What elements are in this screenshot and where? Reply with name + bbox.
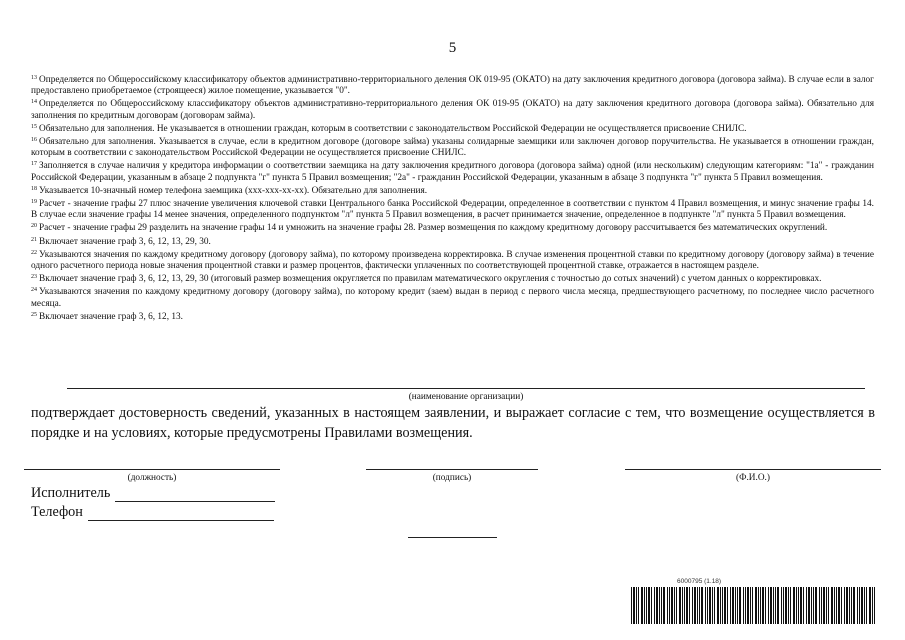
footnote-17: [31, 159, 874, 183]
footnote-16: [31, 135, 874, 159]
footnote-text: Определяется по Общероссийскому классификатору объектов административно-территориального деления ОК 019-95 (ОКАТО) на дату заключения кредитного договора (договора займа). Обязательно для заполнения по кредитным договорам (договорам займа).: [31, 99, 874, 121]
footnote-number: 25: [31, 311, 37, 318]
footnote-18: [31, 184, 874, 197]
footnote-21: [31, 235, 874, 248]
footnote-text: Включает значение граф 3, 6, 12, 13, 29, 30 (итоговый размер возмещения округляется по правилам математического округления с точностью до сотых значений) с учетом данных о корректировках.: [39, 274, 822, 285]
footnote-number: 14: [31, 99, 37, 106]
footnote-number: 16: [31, 137, 37, 144]
footnote-number: 23: [31, 274, 37, 281]
footnote-number: 24: [31, 287, 37, 294]
footnotes: [31, 73, 874, 323]
position-caption: (должность): [127, 473, 177, 483]
footnote-text: Расчет - значение графы 27 плюс значение увеличения ключевой ставки Центрального банка Российской Федерации, определенное в соответствии с пунктом 4 Правил возмещения, и минус значение графы 14. В случае если значение графы 14 менее значения, определенного подпунктом "л" пункта 5 Правил возмещения, в расчет принимается значение, определенное в подпункте "л" пункта 5 Правил возмещения.: [31, 199, 874, 221]
footnote-24: [31, 285, 874, 309]
footnote-22: [31, 248, 874, 272]
footnote-text: Включает значение граф 3, 6, 12, 13.: [39, 311, 183, 322]
footnote-text: Указываются значения по каждому кредитному договору (договору займа), по которому произведена корректировка. В случае изменения процентной ставки по кредитному договору (договору займа) в течение одного расчетного периода новые значения процентной ставки и размер процентов, фактически уплаченных по соответствующей процентной ставке, отражается в настоящем разделе.: [31, 249, 874, 272]
footnote-15: [31, 122, 874, 135]
footnote-13: [31, 73, 874, 97]
footnote-14: [31, 97, 874, 121]
signature-caption: (подпись): [432, 473, 472, 483]
footnote-20: [31, 221, 874, 234]
signature-line: [366, 469, 538, 470]
footnote-number: 21: [31, 236, 37, 243]
footnote-number: 20: [31, 223, 37, 230]
page-number: 5: [448, 40, 457, 56]
footnote-number: 13: [31, 75, 37, 81]
org-name-caption: (наименование организации): [408, 392, 524, 402]
footnote-text: Обязательно для заполнения. Указывается в случае, если в кредитном договоре (договоре займа) указаны солидарные заемщики или заключен договор поручительства. Не указывается в отношении граждан, которым в соответствии с законодательством Российской Федерации не осуществляется присвоение СНИЛС.: [31, 137, 874, 159]
footnote-text: Заполняется в случае наличия у кредитора информации о соответствии заемщика на дату заключения кредитного договора (договора займа) одной (или нескольким) следующим категориям: "1а" - гражданин Российской Федерации, указанным в абзаце 2 подпункта "г" пункта 5 Правил возмещения; "2а" - гражданин Российской Федерации, указанным в абзаце 3 подпункта "г" пункта 5 Правил возмещения.: [31, 161, 874, 183]
footnote-text: Определяется по Общероссийскому классификатору объектов административно-территориального деления ОК 019-95 (ОКАТО) на дату заключения кредитного договора (договора займа). В случае если в залог предоставлено приобретаемое (строящееся) жилое помещение, указывается "0".: [31, 75, 874, 97]
footnote-text: Расчет - значение графы 29 разделить на значение графы 14 и умножить на значение графы 28. Размер возмещения по каждому кредитному договору рассчитывается без математических округлений.: [39, 223, 828, 234]
footnote-text: Указывается 10-значный номер телефона заемщика (ххх-ххх-хх-хх). Обязательно для заполнения.: [39, 185, 428, 196]
executor-label: Исполнитель: [31, 485, 111, 501]
full-name-caption: (Ф.И.О.): [736, 473, 770, 483]
footnote-23: [31, 272, 874, 285]
confirmation-text: подтверждает достоверность сведений, указанных в настоящем заявлении, и выражает согласие с тем, что возмещение осуществляется в порядке и на условиях, которые предусмотрены Правилами возмещения.: [31, 405, 875, 441]
org-name-line: [67, 388, 865, 389]
footnote-19: [31, 197, 874, 221]
footnote-number: 22: [31, 249, 37, 256]
short-line: [408, 537, 497, 538]
footnote-number: 17: [31, 161, 37, 168]
barcode-icon: [631, 587, 877, 624]
executor-row: [31, 485, 275, 502]
footnote-number: 15: [31, 123, 37, 130]
executor-field[interactable]: [115, 487, 275, 502]
position-line: [24, 469, 280, 470]
footnote-text: Включает значение граф 3, 6, 12, 13, 29, 30.: [39, 236, 211, 247]
phone-field[interactable]: [88, 506, 274, 521]
phone-row: [31, 504, 274, 521]
footnote-text: Указываются значения по каждому кредитному договору (договору займа), по которому кредит (заем) выдан в период с первого числа месяца, предшествующего расчетному, по последнее число расчетного месяца.: [31, 287, 874, 309]
phone-label: Телефон: [31, 504, 83, 520]
footnote-number: 18: [31, 185, 37, 192]
footnote-25: [31, 310, 874, 323]
footnote-text: Обязательно для заполнения. Не указывается в отношении граждан, которым в соответствии с законодательством Российской Федерации не осуществляется присвоение СНИЛС.: [39, 123, 747, 134]
full-name-line: [625, 469, 881, 470]
footnote-number: 19: [31, 199, 37, 206]
barcode-label: 6000795 (1.18): [677, 578, 722, 585]
